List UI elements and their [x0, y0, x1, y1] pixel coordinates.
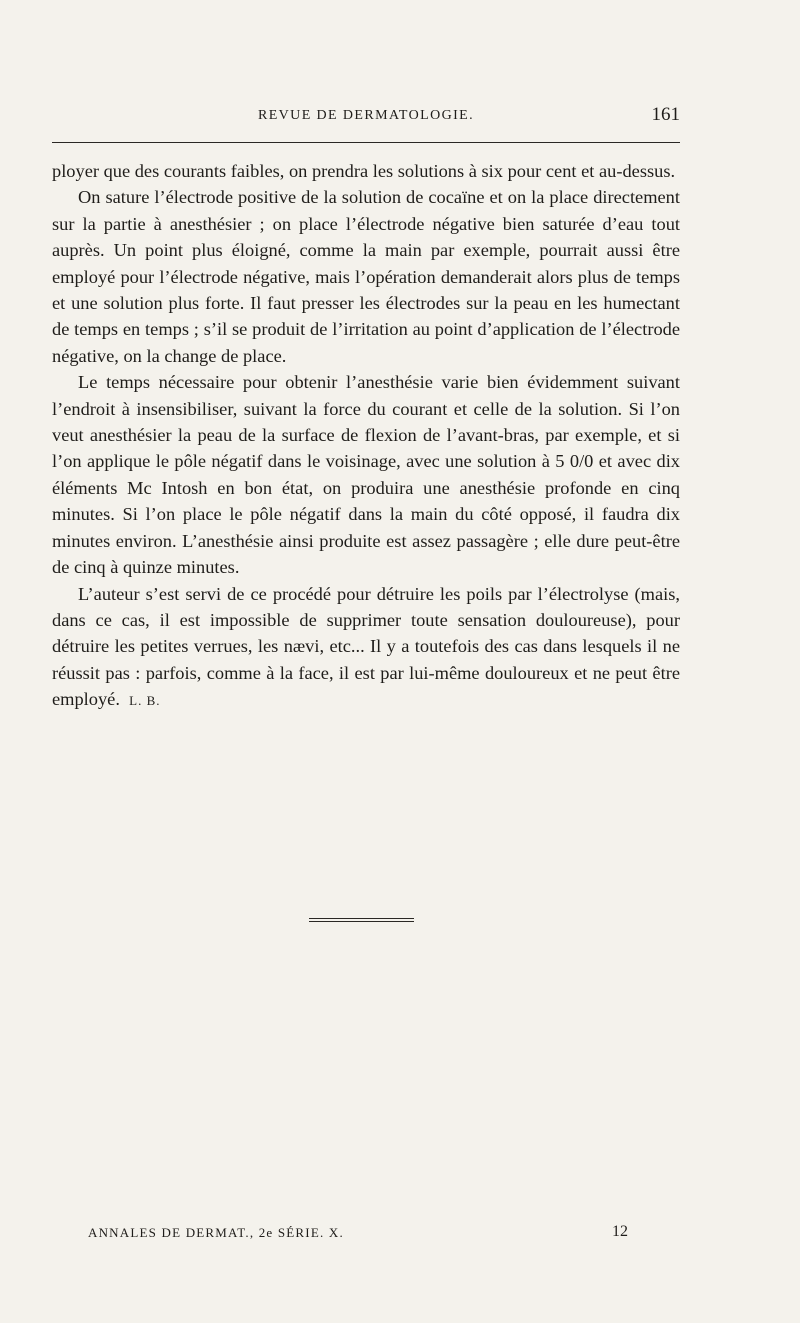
page-footer: [88, 1225, 628, 1247]
paragraph-1: ployer que des courants faibles, on prendra les solutions à six pour cent et au-dessus.: [52, 161, 676, 181]
header-rule: [52, 142, 680, 143]
paragraph-4: [52, 581, 680, 715]
running-head: [52, 104, 680, 132]
footer-journal: ANNALES DE DERMAT., 2e SÉRIE. X.: [88, 1225, 344, 1240]
author-signature: L. B.: [129, 693, 161, 709]
article-body: [52, 158, 680, 715]
paragraph-3: Le temps nécessaire pour obtenir l’anesthésie varie bien évidemment suivant l’endroit à insensibiliser, suivant la force du courant et celle de la solution. Si l’on veut anesthésier la peau de la surface de flexion de l’avant-bras, par exemple, et si l’on applique le pôle négatif dans le voisinage, avec une solution à 5 0/0 et avec dix éléments Mc Intosh en bon état, on produira une anesthésie profonde en cinq minutes. Si l’on place le pôle négatif dans la main du côté opposé, il faudra dix minutes environ. L’anesthésie ainsi produite est assez passagère ; elle dure peut-être de cinq à quinze minutes.: [52, 372, 680, 578]
section-end-rule: [309, 918, 414, 922]
paragraph-4-text: L’auteur s’est servi de ce procédé pour détruire les poils par l’électrolyse (mais, dans ce cas, il est impossible de supprimer toute sensation douloureuse), pour détruire les petites verrues, les nævi, etc... Il y a toutefois des cas dans lesquels il ne réussit pas : parfois, comme à la face, il est par lui-même douloureux et ne peut être employé.: [52, 583, 680, 710]
running-title: REVUE DE DERMATOLOGIE.: [257, 108, 475, 123]
footer-signature-mark: 12: [612, 1223, 628, 1240]
page-number: 161: [651, 104, 680, 125]
paragraph-2: On sature l’électrode positive de la solution de cocaïne et on la place directement sur la partie à anesthésier ; on place l’électrode négative bien saturée d’eau tout auprès. Un point plus éloigné, comme la main par exemple, pourrait aussi être employé pour l’électrode négative, mais l’opération demanderait alors plus de temps et une solution plus forte. Il faut presser les électrodes sur la peau en les humectant de temps en temps ; s’il se produit de l’irritation au point d’application de l’électrode négative, on la change de place.: [52, 187, 680, 366]
